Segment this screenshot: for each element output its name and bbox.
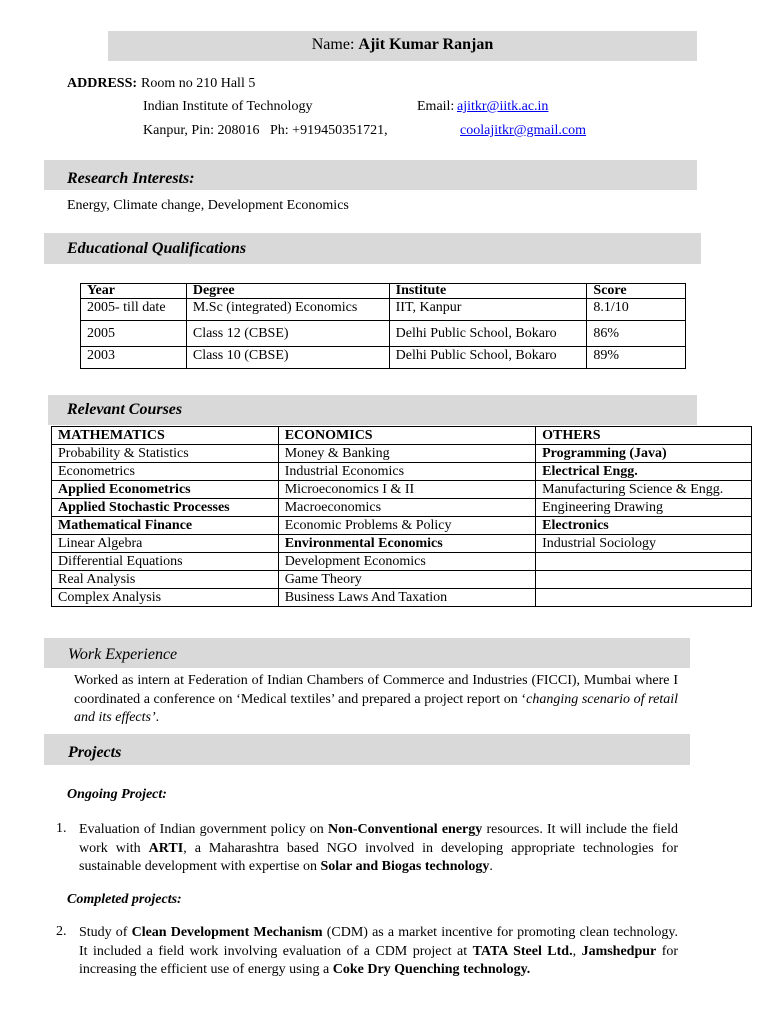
education-table xyxy=(80,283,686,369)
table-row xyxy=(52,463,752,481)
project-text: , xyxy=(572,943,582,959)
course-cell: Business Laws And Taxation xyxy=(278,589,535,607)
project-text-bold: ARTI xyxy=(148,840,184,856)
address-line-1: Room no 210 Hall 5 xyxy=(141,76,256,91)
course-cell: Applied Econometrics xyxy=(52,481,279,499)
table-row xyxy=(52,571,752,589)
courses-header-cell: ECONOMICS xyxy=(278,427,535,445)
education-cell: Delhi Public School, Bokaro xyxy=(389,347,587,369)
project-text: (CDM) as a market incentive for promoting clean technology. It included a field work involving evaluation of a CDM project at xyxy=(79,925,678,959)
education-cell: 89% xyxy=(587,347,686,369)
courses-header-cell: OTHERS xyxy=(536,427,752,445)
project-text-bold: Non-Conventional energy xyxy=(327,822,483,837)
education-title: Educational Qualifications xyxy=(67,240,247,257)
table-row xyxy=(81,299,686,321)
table-row xyxy=(52,535,752,553)
email-link-primary[interactable]: ajitkr@iitk.ac.in xyxy=(457,99,549,114)
item-number: 2. xyxy=(56,924,67,939)
course-cell: Environmental Economics xyxy=(278,535,535,553)
education-header-cell: Institute xyxy=(389,284,587,299)
education-cell: 2005- till date xyxy=(81,299,187,321)
education-cell: 2005 xyxy=(81,321,187,347)
education-cell: 8.1/10 xyxy=(587,299,686,321)
course-cell: Electrical Engg. xyxy=(536,463,752,481)
education-header-cell: Score xyxy=(587,284,686,299)
education-header-cell: Degree xyxy=(186,284,389,299)
course-cell xyxy=(536,571,752,589)
address-line-3: Kanpur, Pin: 208016 Ph: +919450351721, xyxy=(143,123,388,138)
courses-header-row xyxy=(52,427,752,445)
courses-header-cell: MATHEMATICS xyxy=(52,427,279,445)
course-cell xyxy=(536,589,752,607)
project-text: for increasing the efficient use of energy using a xyxy=(79,943,679,977)
name-prefix: Name: xyxy=(311,36,359,53)
applicant-name: Ajit Kumar Ranjan xyxy=(358,36,494,53)
course-cell: Programming (Java) xyxy=(536,445,752,463)
address-line-2: Indian Institute of Technology xyxy=(143,99,313,114)
project-text-bold: Jamshedpur xyxy=(581,943,657,959)
completed-project-text xyxy=(79,924,678,980)
courses-table xyxy=(51,426,752,607)
research-text: Energy, Climate change, Development Economics xyxy=(67,198,349,213)
course-cell: Development Economics xyxy=(278,553,535,571)
course-cell: Manufacturing Science & Engg. xyxy=(536,481,752,499)
education-cell: 86% xyxy=(587,321,686,347)
course-cell: Electronics xyxy=(536,517,752,535)
item-number: 1. xyxy=(56,821,67,836)
course-cell xyxy=(536,553,752,571)
project-text-bold: Solar and Biogas technology xyxy=(320,859,490,874)
education-cell: Class 12 (CBSE) xyxy=(186,321,389,347)
work-description xyxy=(74,672,678,728)
ongoing-label: Ongoing Project: xyxy=(67,787,167,802)
education-cell: Delhi Public School, Bokaro xyxy=(389,321,587,347)
course-cell: Industrial Sociology xyxy=(536,535,752,553)
table-row xyxy=(81,321,686,347)
courses-title: Relevant Courses xyxy=(67,401,183,418)
project-text-bold: TATA Steel Ltd. xyxy=(472,943,573,959)
research-title: Research Interests: xyxy=(67,170,195,187)
course-cell: Game Theory xyxy=(278,571,535,589)
project-text: resources. It will include the field work with xyxy=(79,822,678,856)
project-text-bold: Clean Development Mechanism xyxy=(131,925,323,940)
education-cell: IIT, Kanpur xyxy=(389,299,587,321)
work-title: Work Experience xyxy=(68,646,178,663)
course-cell: Industrial Economics xyxy=(278,463,535,481)
address-label: ADDRESS: xyxy=(67,76,138,91)
course-cell: Macroeconomics xyxy=(278,499,535,517)
table-row xyxy=(52,445,752,463)
table-row xyxy=(52,517,752,535)
table-row xyxy=(81,347,686,369)
course-cell: Engineering Drawing xyxy=(536,499,752,517)
work-text: Worked as intern at Federation of Indian Chambers of Commerce and Industries (FICCI), Mumbai where I coordinated a conference on ‘Medical textiles’ and prepared a project report on ‘ xyxy=(74,673,678,707)
education-cell: 2003 xyxy=(81,347,187,369)
course-cell: Money & Banking xyxy=(278,445,535,463)
education-cell: M.Sc (integrated) Economics xyxy=(186,299,389,321)
ongoing-project-text xyxy=(79,821,678,877)
course-cell: Complex Analysis xyxy=(52,589,279,607)
project-text: , a Maharashtra based NGO involved in developing appropriate technologies for sustainable development with expertise on xyxy=(79,840,678,874)
education-cell: Class 10 (CBSE) xyxy=(186,347,389,369)
email-link-secondary[interactable]: coolajitkr@gmail.com xyxy=(460,123,587,138)
table-row xyxy=(52,589,752,607)
course-cell: Real Analysis xyxy=(52,571,279,589)
table-row xyxy=(52,481,752,499)
course-cell: Applied Stochastic Processes xyxy=(52,499,279,517)
course-cell: Econometrics xyxy=(52,463,279,481)
course-cell: Differential Equations xyxy=(52,553,279,571)
email-label: Email: xyxy=(417,99,455,114)
name-heading xyxy=(108,36,697,54)
projects-title: Projects xyxy=(68,744,122,761)
course-cell: Microeconomics I & II xyxy=(278,481,535,499)
course-cell: Mathematical Finance xyxy=(52,517,279,535)
project-text: . xyxy=(489,859,493,874)
course-cell: Probability & Statistics xyxy=(52,445,279,463)
projects-band xyxy=(44,734,690,765)
work-text-end: . xyxy=(155,710,160,725)
completed-label: Completed projects: xyxy=(67,892,182,907)
project-text: Evaluation of Indian government policy on xyxy=(79,822,328,837)
project-text-bold: Coke Dry Quenching technology. xyxy=(332,962,531,977)
course-cell: Linear Algebra xyxy=(52,535,279,553)
education-header-cell: Year xyxy=(81,284,187,299)
table-row xyxy=(52,499,752,517)
project-text: Study of xyxy=(79,925,132,940)
education-header-row xyxy=(81,284,686,299)
course-cell: Economic Problems & Policy xyxy=(278,517,535,535)
work-text-italic: changing scenario of retail and its effects’ xyxy=(74,691,678,725)
table-row xyxy=(52,553,752,571)
